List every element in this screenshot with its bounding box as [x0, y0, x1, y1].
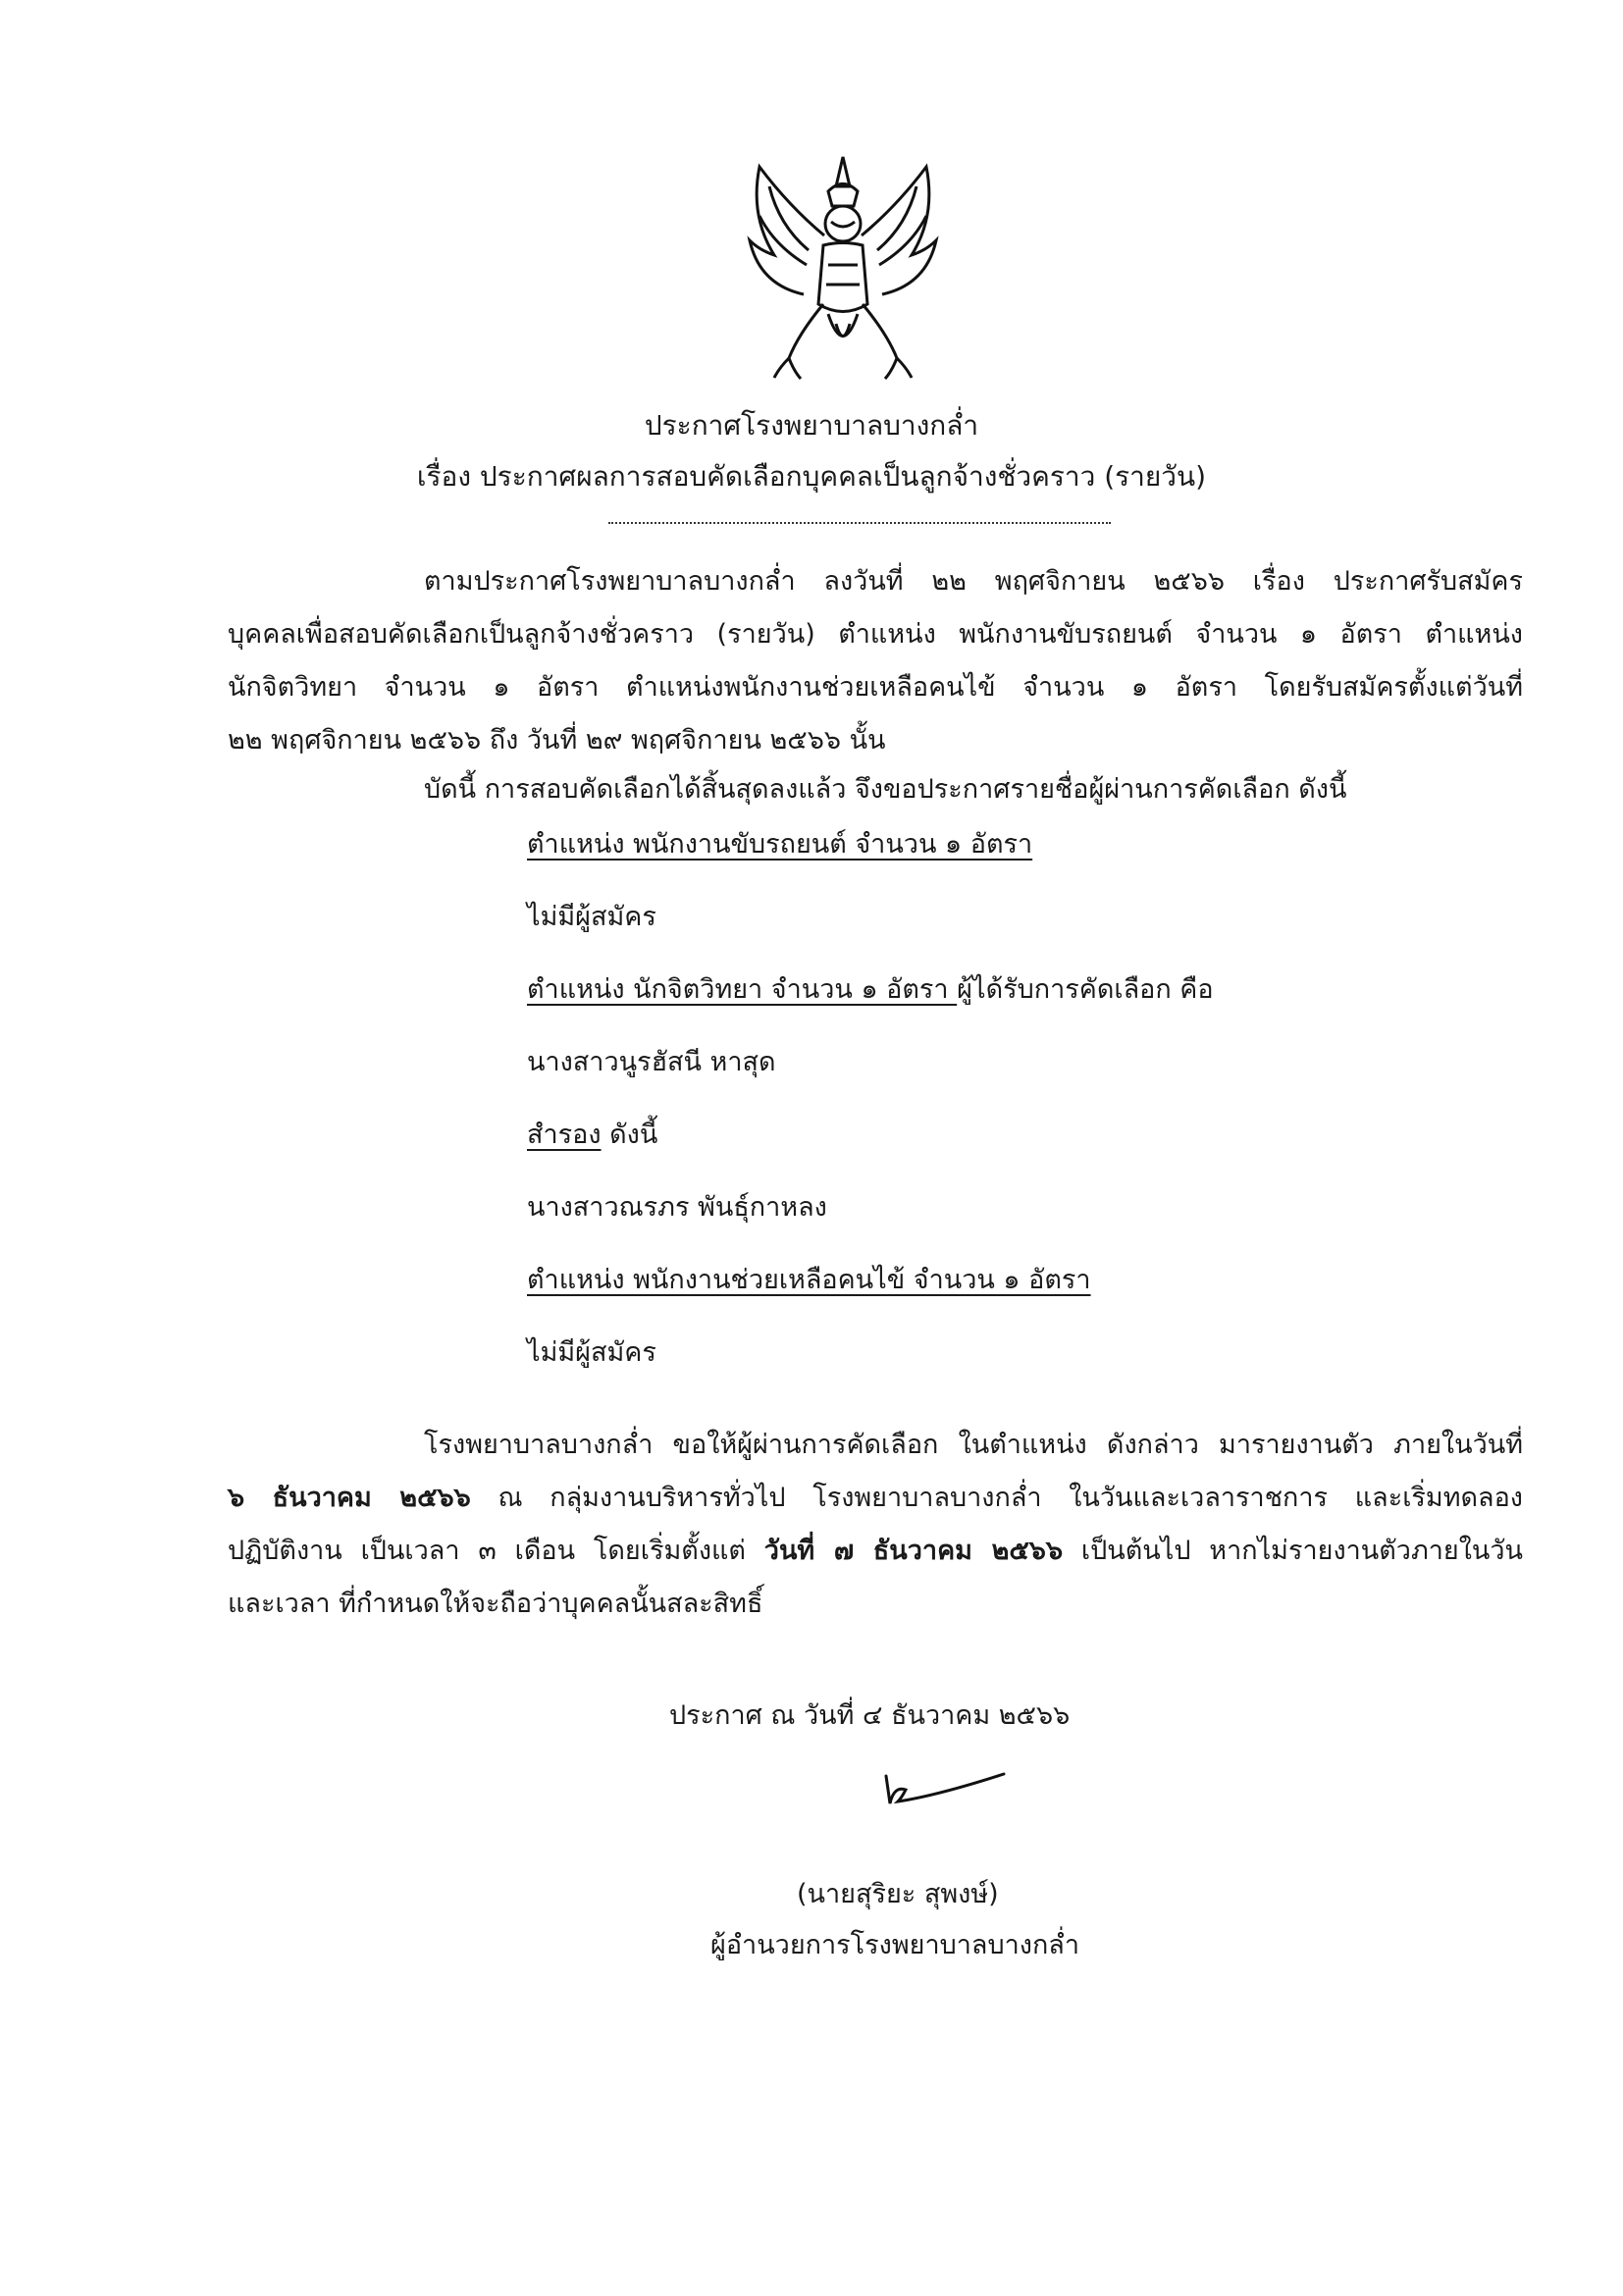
closing-paragraph — [228, 1419, 1523, 1631]
intro-line-1: ตามประกาศโรงพยาบาลบางกล่ำ ลงวันที่ ๒๒ พฤศจิกายน ๒๕๖๖ เรื่อง ประกาศรับสมัคร — [424, 566, 1523, 597]
closing-line-3-end: เป็นต้นไป หากไม่รายงานตัวภายในวัน — [1063, 1536, 1524, 1566]
start-date: วันที่ ๗ ธันวาคม ๒๕๖๖ — [763, 1536, 1064, 1566]
closing-line-4: และเวลา ที่กำหนดให้จะถือว่าบุคคลนั้นสละสิทธิ์ — [228, 1589, 763, 1619]
psych-heading — [527, 967, 1214, 1010]
reserve-label: สำรอง — [527, 1120, 602, 1150]
page-title: ประกาศโรงพยาบาลบางกล่ำ — [644, 409, 979, 442]
closing-line-1: โรงพยาบาลบางกล่ำ ขอให้ผู้ผ่านการคัดเลือก ในตำแหน่ง ดังกล่าว มารายงานตัว ภายในวันที่ — [424, 1430, 1523, 1460]
intro-paragraph — [228, 555, 1523, 767]
driver-heading: ตำแหน่ง พนักงานขับรถยนต์ จำนวน ๑ อัตรา — [527, 829, 1033, 860]
psych-selected-name: นางสาวนูรฮัสนี หาสุด — [527, 1047, 776, 1077]
aide-heading: ตำแหน่ง พนักงานช่วยเหลือคนไข้ จำนวน ๑ อัตรา — [527, 1265, 1091, 1295]
closing-line-3-start: ปฏิบัติงาน เป็นเวลา ๓ เดือน โดยเริ่มตั้งแต่ — [228, 1536, 764, 1566]
reserve-heading — [527, 1113, 657, 1155]
page-subject: เรื่อง ประกาศผลการสอบคัดเลือกบุคคลเป็นลูกจ้างชั่วคราว (รายวัน) — [416, 460, 1207, 493]
reserve-tail: ดังนี้ — [601, 1120, 658, 1150]
psych-heading-title: ตำแหน่ง นักจิตวิทยา จำนวน ๑ อัตรา — [527, 974, 958, 1005]
closing-line-2: ณ กลุ่มงานบริหารทั่วไป โรงพยาบาลบางกล่ำ ในวันและเวลาราชการ และเริ่มทดลอง — [470, 1483, 1523, 1513]
intro-line-3: นักจิตวิทยา จำนวน ๑ อัตรา ตำแหน่งพนักงานช่วยเหลือคนไข้ จำนวน ๑ อัตรา โดยรับสมัครตั้งแต่วันที่ — [228, 672, 1523, 703]
driver-result: ไม่มีผู้สมัคร — [527, 902, 656, 932]
signer-title: ผู้อำนวยการโรงพยาบาลบางกล่ำ — [710, 1930, 1079, 1960]
announce-date: ประกาศ ณ วันที่ ๔ ธันวาคม ๒๕๖๖ — [669, 1700, 1071, 1731]
intro-line-4: ๒๒ พฤศจิกายน ๒๕๖๖ ถึง วันที่ ๒๙ พฤศจิกายน ๒๕๖๖ นั้น — [228, 725, 886, 756]
aide-result: ไม่มีผู้สมัคร — [527, 1337, 656, 1368]
reserve-name: นางสาวณรภร พันธุ์กาหลง — [527, 1192, 827, 1223]
signer-name: (นายสุริยะ สุพงษ์) — [797, 1879, 999, 1909]
garuda-emblem-icon — [730, 147, 956, 383]
intro-line-2: บุคคลเพื่อสอบคัดเลือกเป็นลูกจ้างชั่วคราว (รายวัน) ตำแหน่ง พนักงานขับรถยนต์ จำนวน ๑ อัตรา ตำแหน่ง — [228, 619, 1523, 650]
psych-heading-tail: ผู้ได้รับการคัดเลือก คือ — [957, 974, 1214, 1005]
intro-line-5: บัดนี้ การสอบคัดเลือกได้สิ้นสุดลงแล้ว จึงขอประกาศรายชื่อผู้ผ่านการคัดเลือก ดังนี้ — [424, 774, 1347, 805]
signature-icon — [878, 1756, 1016, 1815]
report-date: ๖ ธันวาคม ๒๕๖๖ — [228, 1483, 471, 1513]
dotted-divider — [608, 504, 1111, 524]
